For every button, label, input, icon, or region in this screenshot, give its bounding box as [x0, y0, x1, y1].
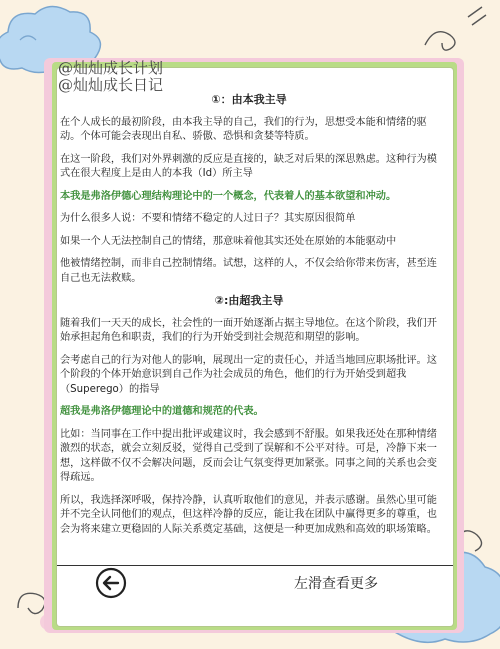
swipe-more-label[interactable]: 左滑查看更多: [294, 576, 378, 592]
article-body: [60, 93, 438, 545]
divider: [57, 565, 453, 566]
swipe-nav: [57, 560, 453, 600]
section1-highlight: 本我是弗洛伊德心理结构理论中的一个概念，代表着人的基本欲望和冲动。: [60, 190, 397, 202]
section1-title: ①：由本我主导: [211, 93, 287, 106]
swirl-icon: [420, 5, 490, 65]
section1-paragraph: 在这一阶段，我们对外界刺激的反应是直接的，缺乏对后果的深思熟虑。这种行为模式在很大程度上是由人的本我（Id）所主导: [60, 153, 437, 179]
section1-paragraph: 他被情绪控制，而非自己控制情绪。试想，这样的人，不仅会给你带来伤害，甚至连自己也无法救赎。: [60, 258, 437, 284]
section2-highlight: 超我是弗洛伊德理论中的道德和规范的代表。: [60, 406, 264, 417]
section2-title: ②:由超我主导: [214, 294, 284, 307]
section2-paragraph: 比如：当同事在工作中提出批评或建议时，我会感到不舒服。如果我还处在那种情绪激烈的状态，就会立刻反驳，觉得自己受到了误解和不公平对待。可是，冷静下来一想，这样做不仅不会解决问题，反而会让气氛变得更加紧张。同事之间的关系也会变得疏远。: [60, 428, 437, 483]
section1-paragraph: 为什么很多人说：不要和情绪不稳定的人过日子？其实原因很简单: [60, 213, 356, 224]
section1-paragraph: 在个人成长的最初阶段，由本我主导的自己，我们的行为，思想受本能和情绪的驱动。个体可能会表现出自私、骄傲、恐惧和贪婪等特质。: [60, 116, 427, 142]
section2-paragraph: 所以，我选择深呼吸，保持冷静，认真听取他们的意见，并表示感谢。虽然心里可能并不完全认同他们的观点，但这样冷静的反应，能让我在团队中赢得更多的尊重，也会为将来建立更稳固的人际关系奠定基础，这便是一种更加成熟和高效的职场策略。: [60, 494, 437, 535]
section2-paragraph: 会考虑自己的行为对他人的影响，展现出一定的责任心，并适当地回应职场批评。这个阶段的个体开始意识到自己作为社会成员的角色，他们的行为开始受到超我（Superego）的指导: [60, 354, 437, 395]
section1-paragraph: 如果一个人无法控制自己的情绪，那意味着他其实还处在原始的本能驱动中: [60, 235, 397, 247]
back-arrow-icon[interactable]: [95, 567, 127, 599]
handle-line-2: @灿灿成长日记: [58, 76, 164, 94]
author-handle: [58, 60, 163, 94]
section2-paragraph: 随着我们一天天的成长，社会性的一面开始逐渐占据主导地位。在这个阶段，我们开始承担起角色和职责，我们的行为开始受到社会规范和期望的影响。: [60, 317, 437, 343]
handle-line-1: @灿灿成长计划: [58, 59, 164, 77]
